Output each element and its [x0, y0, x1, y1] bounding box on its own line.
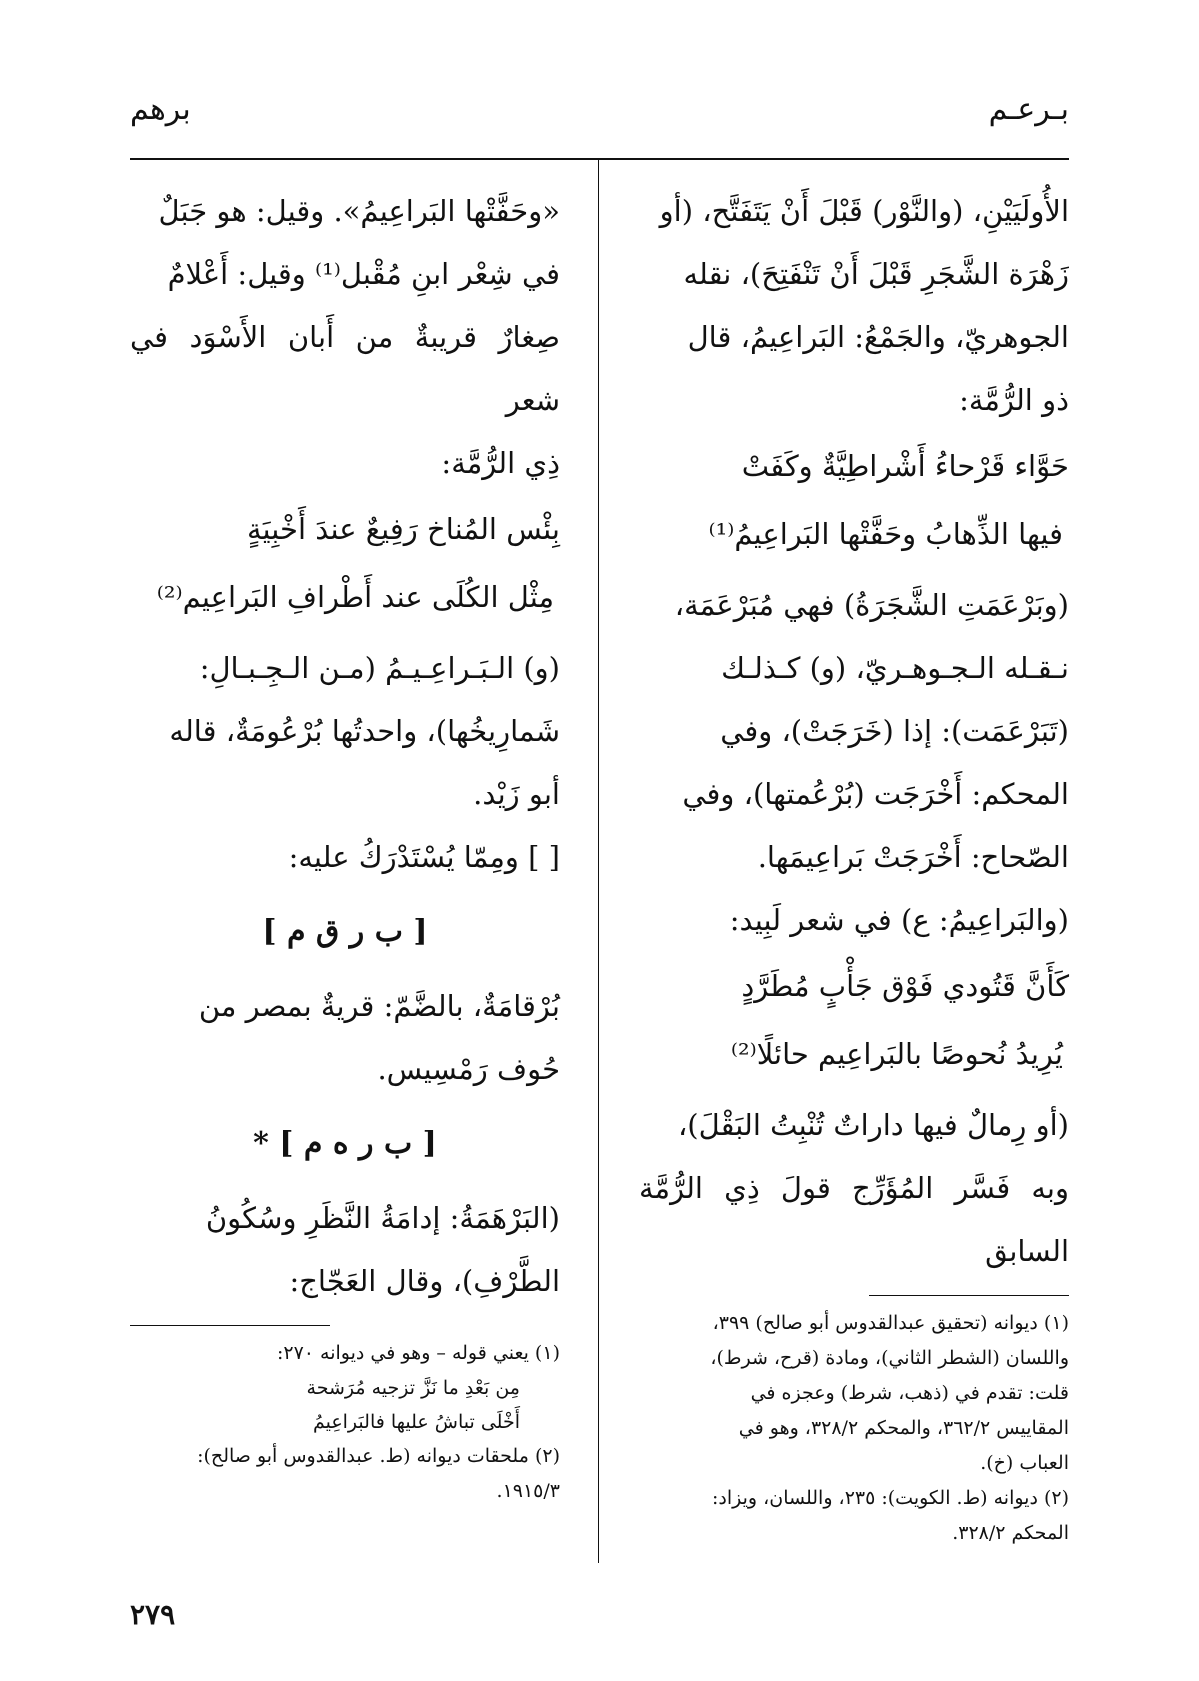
body-line: (و) الـبَـراعِـيـمُ (مـن الـجِـبـالِ:: [199, 651, 560, 685]
body-line: صِغارٌ قريبةٌ من أَبان الأَسْوَد في شعر: [130, 320, 560, 417]
footnote-line: العباب (خ).: [980, 1452, 1069, 1474]
footnote-verse: أَخْلَى تباشُ عليها فالبَراعِيمُ: [312, 1411, 520, 1433]
entry-heading: [ ب ر ه م ] *: [253, 1126, 437, 1161]
body-line: [ ] ومِمّا يُسْتَدْرَكُ عليه:: [288, 840, 560, 874]
body-line: بُرْقامَةٌ، بالضَّمّ: قريةٌ بمصر من: [198, 989, 560, 1023]
verse-line: فيها الذِّهابُ وحَفَّتْها البَراعِيمُ⁽¹⁾: [708, 517, 1063, 551]
footnote-line: المحكم ٣٢٨/٢.: [952, 1522, 1069, 1544]
body-line: «وحَفَّتْها البَراعِيمُ». وقيل: هو جَبَلٌ: [158, 194, 560, 228]
footnote-line: قلت: تقدم في (ذهب، شرط) وعجزه في: [750, 1382, 1069, 1404]
body-line: المحكم: أَخْرَجَت (بُرْعُمتها)، وفي: [682, 777, 1069, 811]
footnote-line: (٢) ديوانه (ط. الكويت): ٢٣٥، واللسان، ويزاد:: [712, 1487, 1069, 1509]
right-column: [639, 180, 1069, 1551]
body-line: الأُولَيَيْنِ، (والنَّوْر) قَبْلَ أَنْ يَتَفَتَّح، (أو: [659, 194, 1069, 228]
body-line: شَمارِيخُها)، واحدتُها بُرْعُومَةٌ، قاله: [169, 714, 560, 748]
body-line: ذو الرُّمَّة:: [959, 383, 1069, 417]
body-line: نـقـله الـجـوهـريّ، (و) كـذلـك: [721, 651, 1069, 685]
footnote-line: ١٩١٥/٣.: [496, 1480, 560, 1502]
body-line: الجوهريّ، والجَمْعُ: البَراعِيمُ، قال: [687, 320, 1069, 354]
body-line: أبو زَيْد.: [473, 777, 560, 811]
body-line: وبه فَسَّر المُؤَرِّج قولَ ذِي الرُّمَّة السابق: [639, 1171, 1069, 1268]
body-line: الصّحاح: أَخْرَجَتْ بَراعِيمَها.: [757, 840, 1069, 874]
footnote-line: (٢) ملحقات ديوانه (ط. عبدالقدوس أبو صالح):: [197, 1445, 560, 1467]
footnote-line: المقاييس ٣٦٢/٢، والمحكم ٣٢٨/٢، وهو في: [738, 1417, 1069, 1439]
running-header-left: برهم: [130, 92, 191, 127]
footnote-verse: مِن بَعْدِ ما نَزَّ تزجيه مُرَشحة: [306, 1377, 520, 1399]
running-header-right: بـرعـم: [988, 92, 1069, 127]
body-line: (وبَرْعَمَتِ الشَّجَرَةُ) فهي مُبَرْعَمَة،: [674, 588, 1069, 622]
left-column: [130, 180, 560, 1509]
verse-line: كَأَنَّ قَتُودي فَوْق جَأْبٍ مُطَرَّدٍ: [741, 969, 1069, 1003]
footnote-line: (١) يعني قوله – وهو في ديوانه ٢٧٠:: [276, 1342, 560, 1364]
header-rule: [130, 158, 1069, 160]
entry-heading: [ ب ر ق م ]: [262, 914, 428, 949]
body-line: في شِعْر ابنِ مُقْبل⁽¹⁾ وقيل: أَعْلامٌ: [167, 257, 560, 291]
body-line: زَهْرَة الشَّجَرِ قَبْلَ أَنْ تَنْفَتِحَ)، نقله: [683, 257, 1069, 291]
body-line: الطَّرْفِ)، وقال العَجّاج:: [289, 1264, 560, 1298]
verse-line: بِئْس المُناخ رَفِيعٌ عندَ أَخْبِيَةٍ: [247, 512, 560, 546]
page-number: ٢٧٩: [130, 1598, 176, 1631]
column-divider: [598, 158, 599, 1563]
body-line: حُوف رَمْسِيس.: [377, 1052, 560, 1086]
footnote-line: (١) ديوانه (تحقيق عبدالقدوس أبو صالح) ٣٩٩،: [712, 1312, 1069, 1334]
body-line: ذِي الرُّمَّة:: [441, 446, 560, 480]
body-line: (أو رِمالٌ فيها داراتٌ تُنْبِتُ البَقْلَ)،: [677, 1108, 1069, 1142]
body-line: (تَبَرْعَمَت): إذا (خَرَجَتْ)، وفي: [720, 714, 1069, 748]
footnote-line: واللسان (الشطر الثاني)، ومادة (قرح، شرط)،: [710, 1347, 1069, 1369]
verse-line: يُرِيدُ نُحوصًا بالبَراعِيم حائلًا⁽²⁾: [730, 1037, 1063, 1071]
body-line: (والبَراعِيمُ: ع) في شعر لَبِيد:: [729, 903, 1069, 937]
verse-line: حَوَّاء قَرْحاءُ أَشْراطِيَّةٌ وكَفَتْ: [741, 449, 1069, 483]
footnote-rule: [869, 1295, 1069, 1296]
body-line: (البَرْهَمَةُ: إدامَةُ النَّظَرِ وسُكُونُ: [205, 1201, 560, 1235]
footnote-rule: [130, 1325, 330, 1326]
verse-line: مِثْل الكُلَى عند أَطْرافِ البَراعِيم⁽²⁾: [156, 580, 554, 614]
